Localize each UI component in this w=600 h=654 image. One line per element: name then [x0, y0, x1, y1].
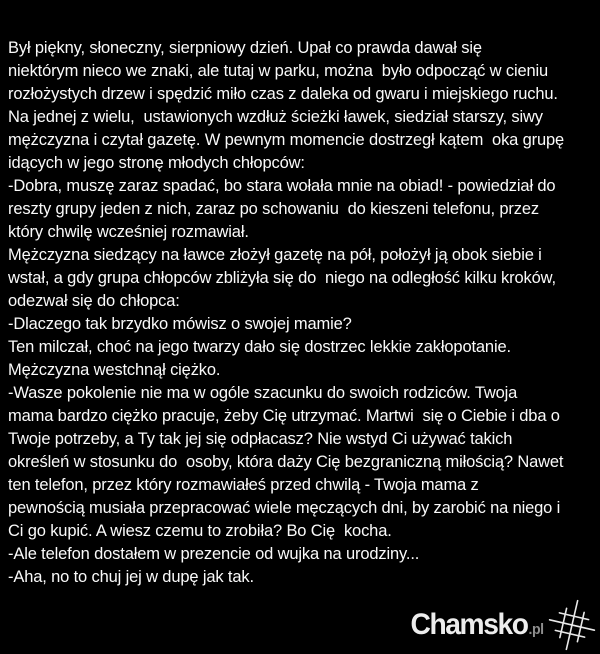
story-line: rozłożystych drzew i spędzić miło czas z daleka od gwaru i miejskiego ruchu.	[8, 85, 558, 103]
story-line: -Wasze pokolenie nie ma w ogóle szacunku do swoich rodziców. Twoja	[8, 384, 518, 402]
story-line: pewnością musiała przepracować wiele męczących dni, by zarobić na niego i	[8, 499, 561, 517]
story-line: Był piękny, słoneczny, sierpniowy dzień. Upał co prawda dawał się	[8, 39, 482, 57]
story-line: -Aha, no to chuj jej w dupę jak tak.	[8, 568, 254, 586]
story-line: -Dobra, muszę zaraz spadać, bo stara wołała mnie na obiad! - powiedział do	[8, 177, 556, 195]
story-line: Mężczyzna siedzący na ławce złożył gazetę na pół, położył ją obok siebie i	[8, 246, 542, 264]
story-line: odezwał się do chłopca:	[8, 292, 180, 310]
brand-wordmark	[411, 610, 544, 640]
story-line: niektórym nieco we znaki, ale tutaj w parku, można było odpocząć w cieniu	[8, 62, 549, 80]
story-line: Twoje potrzeby, a Ty tak jej się odpłacasz? Nie wstyd Ci używać takich	[8, 430, 513, 448]
brand-name: Chamsko	[410, 608, 529, 641]
story-line: mężczyzna i czytał gazetę. W pewnym momencie dostrzegł kątem oka grupę	[8, 131, 565, 149]
story-line: idących w jego stronę młodych chłopców:	[8, 154, 305, 172]
brand-logo	[402, 597, 596, 653]
story-line: mama bardzo ciężko pracuje, żeby Cię utrzymać. Martwi się o Ciebie i dba o	[8, 407, 560, 425]
story-line: ten telefon, przez który rozmawiałeś przed chwilą - Twoja mama z	[8, 476, 479, 494]
story-line: Na jednej z wielu, ustawionych wzdłuż ścieżki ławek, siedział starszy, siwy	[8, 108, 543, 126]
story-line: wstał, a gdy grupa chłopców zbliżyła się do niego na odległość kilku kroków,	[8, 269, 556, 287]
story-line: -Dlaczego tak brzydko mówisz o swojej mamie?	[8, 315, 352, 333]
story-line: Ci go kupić. A wiesz czemu to zrobiła? Bo Cię kocha.	[8, 522, 392, 540]
story-line: Ten milczał, choć na jego twarzy dało się dostrzec lekkie zakłopotanie.	[8, 338, 511, 356]
crosshatch-grid-icon	[548, 597, 596, 653]
story-line: reszty grupy jeden z nich, zaraz po schowaniu do kieszeni telefonu, przez	[8, 200, 539, 218]
story-line: -Ale telefon dostałem w prezencie od wujka na urodziny...	[8, 545, 420, 563]
story-line: określeń w stosunku do osoby, która daży Cię bezgraniczną miłością? Nawet	[8, 453, 564, 471]
story-text	[8, 37, 600, 589]
story-line: który chwilę wcześniej rozmawiał.	[8, 223, 249, 241]
brand-tld: .pl	[528, 621, 544, 638]
story-line: Mężczyzna westchnął ciężko.	[8, 361, 221, 379]
